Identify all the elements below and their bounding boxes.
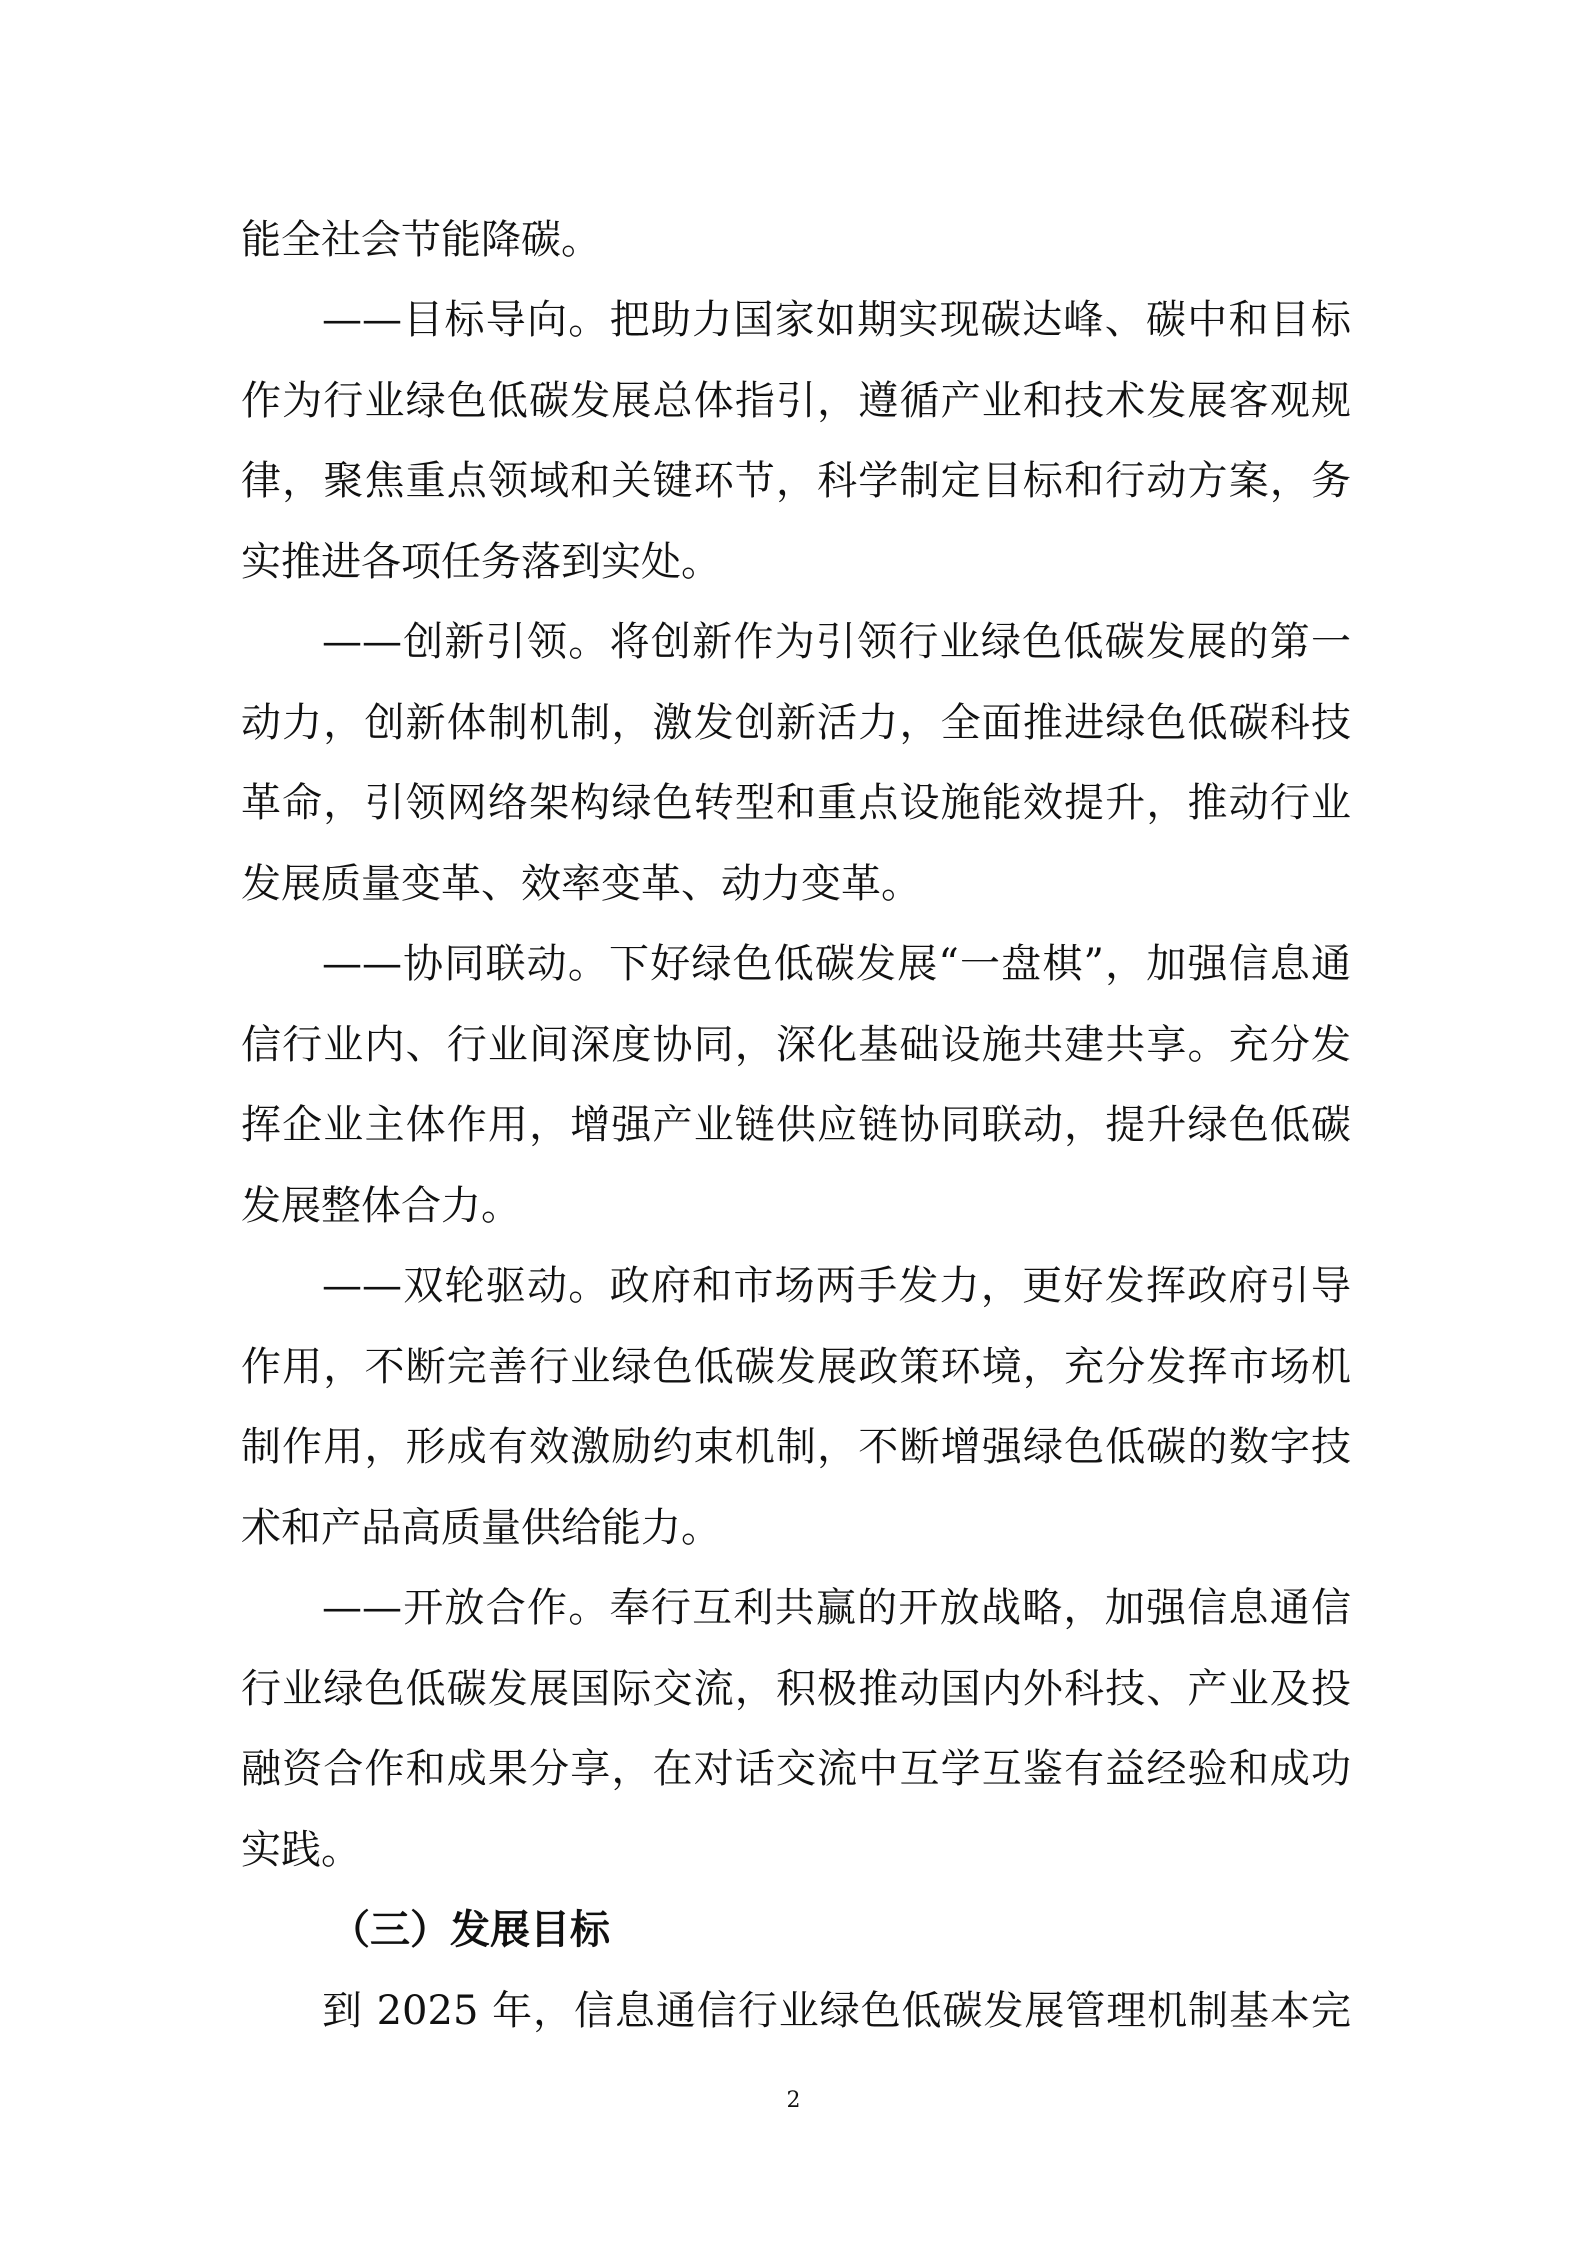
paragraph-line: 革命，引领网络架构绿色转型和重点设施能效提升，推动行业 [241,780,1351,826]
paragraph-line: ——目标导向。把助力国家如期实现碳达峰、碳中和目标 [322,297,1351,343]
paragraph-line: 能全社会节能降碳。 [241,217,601,263]
paragraph-line: 动力，创新体制机制，激发创新活力，全面推进绿色低碳科技 [241,700,1351,746]
paragraph-line: ——开放合作。奉行互利共赢的开放战略，加强信息通信 [322,1585,1351,1631]
paragraph-line: 挥企业主体作用，增强产业链供应链协同联动，提升绿色低碳 [241,1102,1351,1148]
paragraph-line: 制作用，形成有效激励约束机制，不断增强绿色低碳的数字技 [241,1424,1351,1470]
paragraph-line: ——协同联动。下好绿色低碳发展“一盘棋”，加强信息通 [322,941,1351,987]
paragraph-line: 行业绿色低碳发展国际交流，积极推动国内外科技、产业及投 [241,1666,1351,1712]
paragraph-line: ——双轮驱动。政府和市场两手发力，更好发挥政府引导 [322,1263,1351,1309]
paragraph-line: 作为行业绿色低碳发展总体指引，遵循产业和技术发展客观规 [241,378,1351,424]
paragraph-line: ——创新引领。将创新作为引领行业绿色低碳发展的第一 [322,619,1351,665]
paragraph-line: 术和产品高质量供给能力。 [241,1505,721,1551]
section-heading: （三）发展目标 [330,1906,610,1953]
paragraph-line: 发展整体合力。 [241,1183,521,1229]
paragraph-line: 律，聚焦重点领域和关键环节，科学制定目标和行动方案，务 [241,458,1351,504]
paragraph-line: 到 2025 年，信息通信行业绿色低碳发展管理机制基本完 [322,1988,1351,2034]
paragraph-line: 作用，不断完善行业绿色低碳发展政策环境，充分发挥市场机 [241,1344,1351,1390]
paragraph-line: 发展质量变革、效率变革、动力变革。 [241,861,921,907]
page-number: 2 [786,2088,801,2113]
paragraph-line: 实推进各项任务落到实处。 [241,539,721,585]
paragraph-line: 实践。 [241,1827,361,1873]
paragraph-line: 信行业内、行业间深度协同，深化基础设施共建共享。充分发 [241,1022,1351,1068]
paragraph-line: 融资合作和成果分享，在对话交流中互学互鉴有益经验和成功 [241,1746,1351,1792]
